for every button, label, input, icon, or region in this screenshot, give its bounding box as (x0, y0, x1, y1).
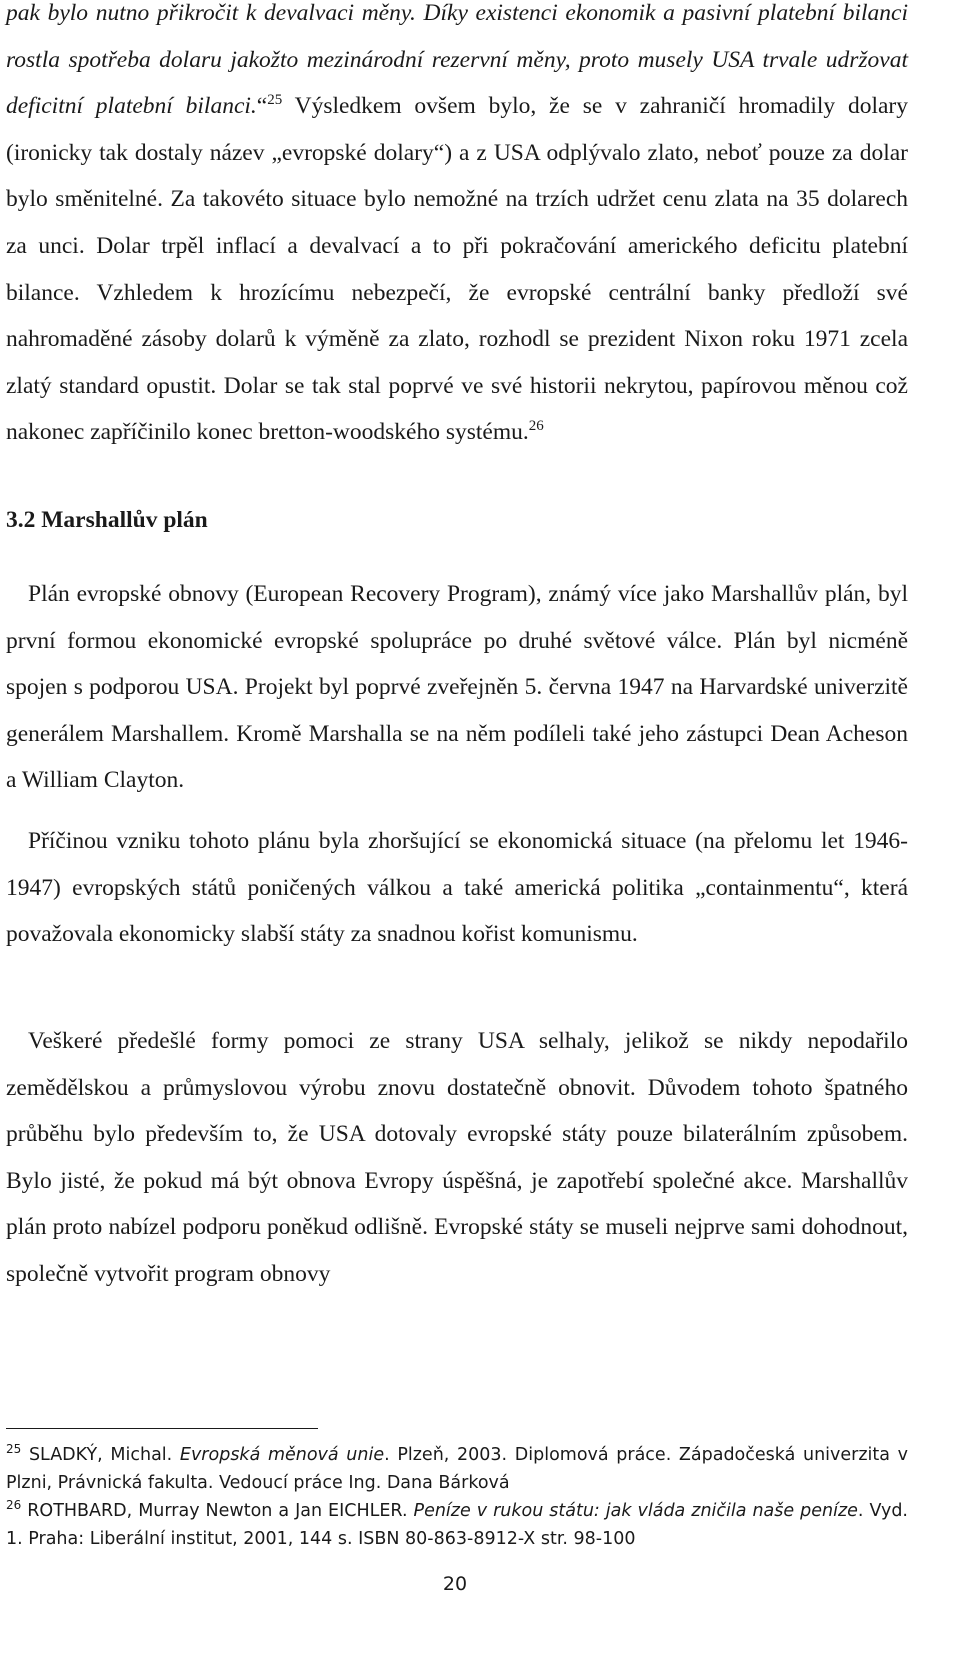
footnote-26: $^{26}$ ROTHBARD, Murray Newton a Jan EICHLER. Peníze v rukou státu: jak vláda zničila naše peníze. Vyd. 1. Praha: Liberální institut, 2001, 144 s. ISBN 80-863-8912-X str. 98-100 (6, 1498, 908, 1549)
paragraph-cause: Příčinou vzniku tohoto plánu byla zhoršující se ekonomická situace (na přelomu let 1946-1947) evropských států poničených válkou a také americká politika „containmentu“, která považovala ekonomicky slabší státy za snadnou kořist komunismu. (6, 828, 908, 948)
footnote-ref-25[interactable]: 25 (267, 92, 283, 109)
section-heading: 3.2 Marshallův plán (6, 507, 208, 533)
paragraph-devalvace (6, 0, 908, 456)
footnote-25: $^{25}$ SLADKÝ, Michal. Evropská měnová unie. Plzeň, 2003. Diplomová práce. Západočeská univerzita v Plzni, Právnická fakulta. Vedoucí práce Ing. Dana Bárková (6, 1442, 908, 1493)
quote-mark: “ (256, 93, 268, 120)
footnote-title: Evropská měnová unie (179, 1445, 385, 1465)
italic-text: pak bylo nutno přikročit k devalvaci měny. Díky existenci ekonomik a pasivní platební bilanci rostla spotřeba dolaru jakožto mezinárodní rezervní měny, proto musely USA trvale udržovat deficitní platební bilanci. (6, 0, 908, 120)
paragraph-text: Výsledkem ovšem bylo, že se v zahraničí hromadily dolary (ironicky tak dostaly název „evropské dolary“) a z USA odplývalo zlato, neboť pouze za dolar bylo směnitelné. Za takovéto situace bylo nemožné na trzích udržet cenu zlata na 35 dolarech za unci. Dolar trpěl inflací a devalvací a to při pokračování amerického deficitu platební bilance. Vzhledem k hrozícímu nebezpečí, že evropské centrální banky předloží své nahromaděné zásoby dolarů k výměně za zlato, rozhodl se prezident Nixon roku 1971 zcela zlatý standard opustit. Dolar se tak stal poprvé ve své historii nekrytou, papírovou měnou což nakonec zapříčinilo konec bretton-woodského systému. (6, 93, 908, 446)
paragraph-previous-aid: Veškeré předešlé formy pomoci ze strany USA selhaly, jelikož se nikdy nepodařilo zemědělskou a průmyslovou výrobu znovu dostatečně obnovit. Důvodem tohoto špatného průběhu bylo především to, že USA dotovaly evropské státy pouze bilaterálním způsobem. Bylo jisté, že pokud má být obnova Evropy úspěšná, je zapotřebí společné akce. Marshallův plán proto nabízel podporu poněkud odlišně. Evropské státy se museli nejprve sami dohodnout, společně vytvořit program obnovy (6, 1028, 908, 1287)
footnote-ref-26[interactable]: 26 (528, 418, 544, 435)
paragraph-marshall-plan: Plán evropské obnovy (European Recovery Program), známý více jako Marshallův plán, byl první formou ekonomické evropské spolupráce po druhé světové válce. Plán byl nicméně spojen s podporou USA. Projekt byl poprvé zveřejněn 5. června 1947 na Harvardské univerzitě generálem Marshallem. Kromě Marshalla se na něm podíleli také jeho zástupci Dean Acheson a William Clayton. (6, 581, 908, 794)
page-number: 20 (442, 1573, 468, 1595)
footnote-title: Peníze v rukou státu: jak vláda zničila naše peníze (413, 1501, 858, 1521)
footnote-divider (6, 1428, 318, 1429)
